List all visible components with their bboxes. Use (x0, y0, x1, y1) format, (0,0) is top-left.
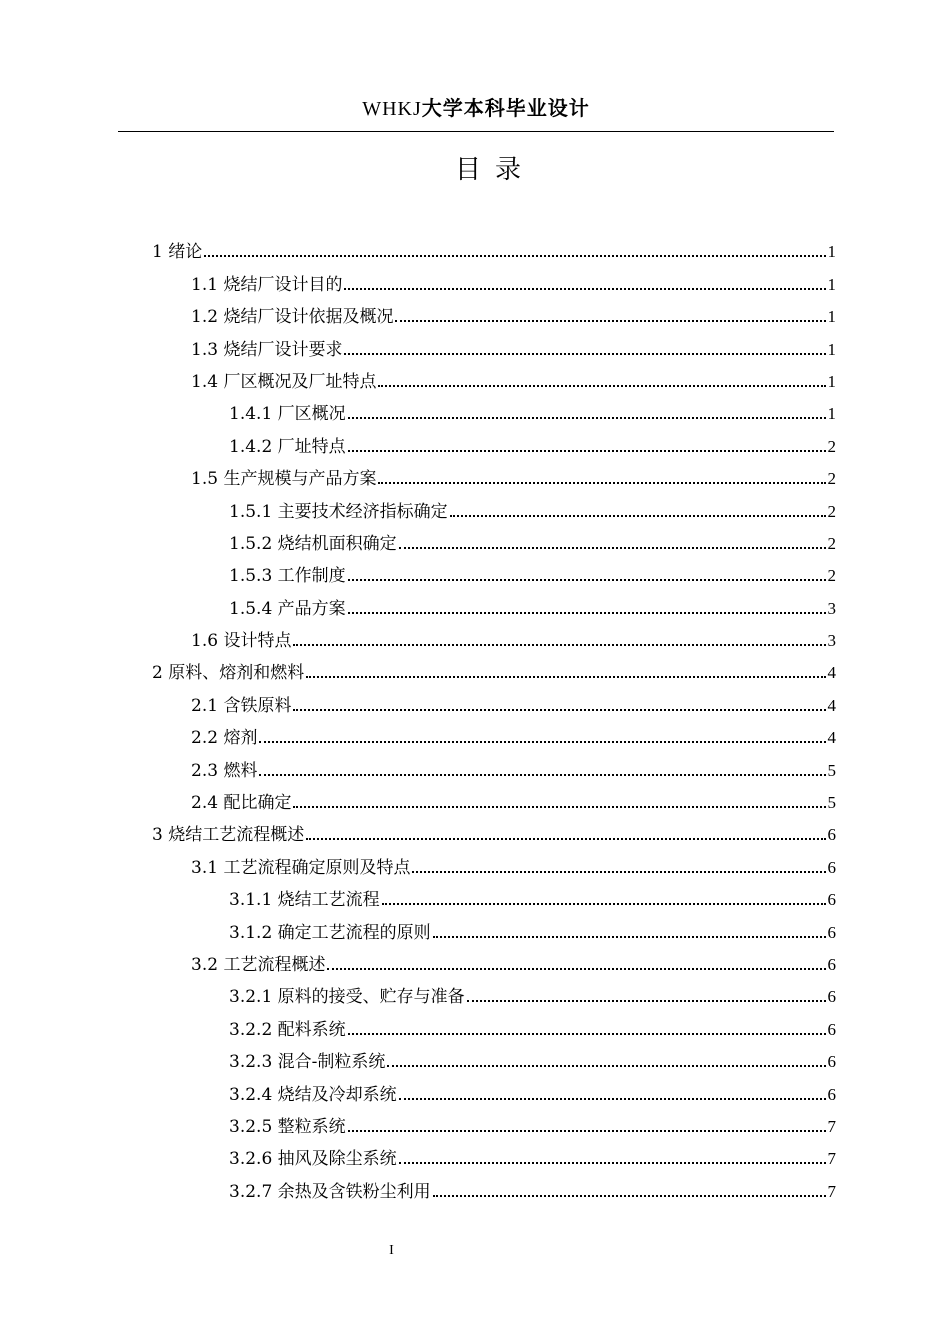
toc-entry-label: 3.2.7 余热及含铁粉尘利用 (229, 1181, 431, 1202)
header-cjk-text: 大学本科毕业设计 (421, 96, 590, 120)
toc-dot-leader (378, 481, 825, 484)
toc-entry-page: 2 (827, 533, 836, 553)
toc-entry-label: 3 烧结工艺流程概述 (152, 825, 305, 846)
toc-dot-leader (467, 999, 826, 1002)
toc-entry-page: 6 (827, 987, 836, 1007)
toc-dot-leader (293, 643, 825, 646)
toc-entry-page: 6 (827, 857, 836, 877)
toc-entry[interactable] (229, 1074, 836, 1106)
page-title: 目录 (454, 155, 535, 185)
toc-entry[interactable] (229, 1042, 836, 1074)
toc-entry-page: 1 (827, 404, 836, 424)
header-latin-text: WHKJ (362, 98, 422, 120)
toc-entry-label: 3.2 工艺流程概述 (191, 954, 326, 975)
toc-dot-leader (348, 1032, 826, 1035)
toc-entry-label: 1.5 生产规模与产品方案 (191, 469, 377, 490)
toc-dot-leader (348, 449, 826, 452)
toc-entry-page: 4 (827, 728, 836, 748)
toc-entry-page: 4 (827, 695, 836, 715)
toc-entry-page: 2 (827, 501, 836, 521)
toc-entry-page: 2 (827, 469, 836, 489)
toc-dot-leader (293, 708, 825, 711)
toc-entry[interactable] (229, 1139, 836, 1171)
toc-dot-leader (327, 967, 825, 970)
toc-entry-label: 1.2 烧结厂设计依据及概况 (191, 307, 394, 328)
toc-entry-label: 1.4.2 厂址特点 (229, 436, 346, 457)
toc-entry[interactable] (191, 459, 836, 491)
running-header (118, 96, 834, 120)
toc-entry[interactable] (191, 264, 836, 296)
toc-entry-page: 3 (827, 631, 836, 651)
toc-entry-label: 3.1 工艺流程确定原则及特点 (191, 857, 411, 878)
toc-entry[interactable] (191, 621, 836, 653)
toc-entry-page: 1 (827, 339, 836, 359)
toc-dot-leader (395, 319, 825, 322)
toc-dot-leader (344, 287, 825, 290)
toc-dot-leader (306, 675, 825, 678)
toc-entry-label: 1.4.1 厂区概况 (229, 404, 346, 425)
toc-entry[interactable] (191, 297, 836, 329)
toc-entry-page: 3 (827, 598, 836, 618)
toc-dot-leader (259, 740, 825, 743)
page-number: I (389, 1243, 394, 1258)
toc-entry-label: 2.2 熔剂 (191, 728, 258, 749)
toc-entry-label: 1.6 设计特点 (191, 631, 292, 652)
toc-dot-leader (399, 1161, 826, 1164)
toc-dot-leader (259, 773, 825, 776)
toc-entry-page: 1 (827, 274, 836, 294)
toc-entry-label: 3.2.6 抽风及除尘系统 (229, 1149, 397, 1170)
toc-entry-label: 1.5.2 烧结机面积确定 (229, 533, 397, 554)
toc-dot-leader (293, 805, 825, 808)
toc-entry[interactable] (152, 815, 836, 847)
toc-entry-label: 1.5.1 主要技术经济指标确定 (229, 501, 448, 522)
toc-entry[interactable] (229, 426, 836, 458)
toc-entry[interactable] (191, 685, 836, 717)
header-rule (118, 131, 834, 132)
toc-entry[interactable] (229, 1171, 836, 1203)
toc-dot-leader (204, 254, 825, 257)
toc-entry[interactable] (229, 588, 836, 620)
toc-entry[interactable] (191, 362, 836, 394)
toc-entry-label: 3.2.2 配料系统 (229, 1019, 346, 1040)
toc-dot-leader (378, 384, 825, 387)
toc-entry-page: 1 (827, 371, 836, 391)
toc-entry-page: 6 (827, 825, 836, 845)
toc-entry-label: 1.4 厂区概况及厂址特点 (191, 371, 377, 392)
toc-entry[interactable] (229, 491, 836, 523)
toc-entry[interactable] (191, 329, 836, 361)
toc-entry-page: 6 (827, 1019, 836, 1039)
toc-entry-page: 7 (827, 1116, 836, 1136)
toc-entry-label: 2.3 燃料 (191, 760, 258, 781)
toc-dot-leader (433, 935, 826, 938)
toc-entry-label: 3.2.3 混合-制粒系统 (229, 1052, 386, 1073)
toc-entry[interactable] (191, 847, 836, 879)
toc-entry-label: 1.5.4 产品方案 (229, 598, 346, 619)
toc-entry-page: 6 (827, 890, 836, 910)
toc-entry-page: 2 (827, 566, 836, 586)
toc-entry-label: 1.1 烧结厂设计目的 (191, 274, 343, 295)
toc-entry-label: 2.1 含铁原料 (191, 695, 292, 716)
toc-dot-leader (344, 352, 825, 355)
toc-entry-page: 5 (827, 793, 836, 813)
toc-entry[interactable] (191, 718, 836, 750)
toc-dot-leader (433, 1194, 826, 1197)
table-of-contents (0, 232, 950, 1204)
toc-dot-leader (412, 870, 825, 873)
toc-entry-page: 6 (827, 1084, 836, 1104)
toc-entry-label: 1 绪论 (152, 242, 203, 263)
toc-dot-leader (348, 611, 826, 614)
toc-dot-leader (387, 1064, 825, 1067)
toc-entry[interactable] (229, 556, 836, 588)
toc-entry-page: 6 (827, 1052, 836, 1072)
toc-dot-leader (450, 514, 826, 517)
toc-entry-page: 5 (827, 760, 836, 780)
toc-dot-leader (348, 578, 826, 581)
toc-entry[interactable] (229, 394, 836, 426)
toc-entry[interactable] (229, 977, 836, 1009)
toc-dot-leader (399, 1097, 826, 1100)
toc-entry-page: 6 (827, 954, 836, 974)
toc-entry-page: 6 (827, 922, 836, 942)
toc-entry[interactable] (229, 1009, 836, 1041)
toc-entry-label: 3.1.1 烧结工艺流程 (229, 890, 380, 911)
toc-entry-label: 3.2.1 原料的接受、贮存与准备 (229, 987, 465, 1008)
toc-entry-page: 2 (827, 436, 836, 456)
toc-entry-page: 1 (827, 242, 836, 262)
toc-entry-page: 7 (827, 1181, 836, 1201)
toc-dot-leader (348, 1129, 826, 1132)
toc-entry[interactable] (229, 1107, 836, 1139)
toc-entry[interactable] (191, 783, 836, 815)
toc-entry-label: 3.1.2 确定工艺流程的原则 (229, 922, 431, 943)
toc-entry[interactable] (191, 750, 836, 782)
toc-entry[interactable] (229, 524, 836, 556)
toc-entry-label: 1.3 烧结厂设计要求 (191, 339, 343, 360)
toc-entry-page: 1 (827, 307, 836, 327)
toc-entry[interactable] (152, 232, 836, 264)
toc-entry[interactable] (152, 653, 836, 685)
toc-entry-page: 7 (827, 1149, 836, 1169)
toc-entry[interactable] (229, 912, 836, 944)
toc-entry-label: 3.2.4 烧结及冷却系统 (229, 1084, 397, 1105)
toc-entry[interactable] (229, 880, 836, 912)
toc-entry-label: 1.5.3 工作制度 (229, 566, 346, 587)
toc-dot-leader (348, 416, 826, 419)
toc-entry-label: 2 原料、熔剂和燃料 (152, 663, 305, 684)
toc-entry-page: 4 (827, 663, 836, 683)
toc-dot-leader (399, 546, 826, 549)
toc-dot-leader (306, 837, 825, 840)
toc-entry-label: 3.2.5 整粒系统 (229, 1116, 346, 1137)
toc-entry[interactable] (191, 945, 836, 977)
toc-dot-leader (382, 902, 826, 905)
toc-entry-label: 2.4 配比确定 (191, 793, 292, 814)
